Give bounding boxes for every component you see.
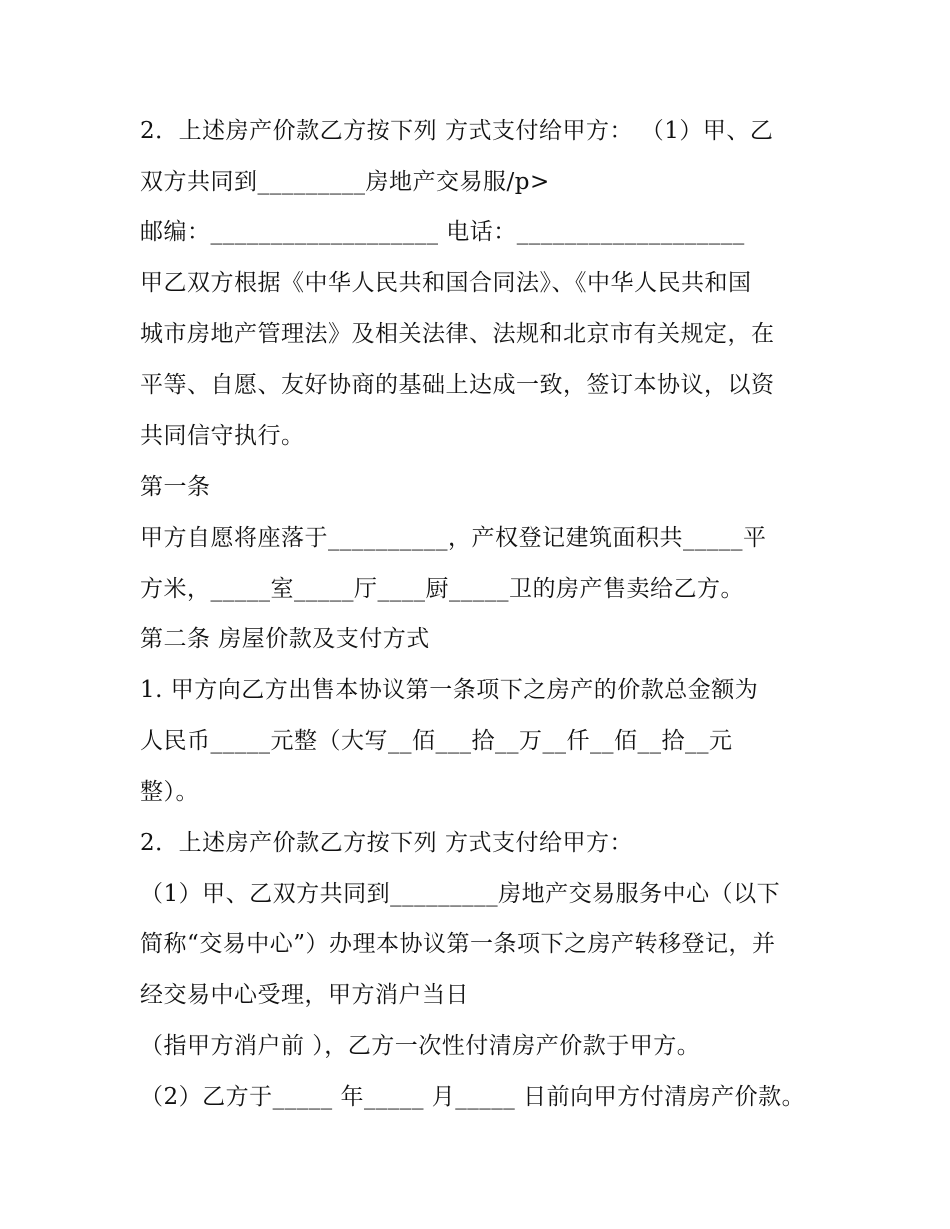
text-line: （2）乙方于_____ 年_____ 月_____ 日前向甲方付清房产价款。	[140, 1084, 806, 1110]
text-line: 方米，_____室_____厅____厨_____卫的房产售卖给乙方。	[140, 576, 744, 602]
text-line: 整）。	[140, 779, 199, 805]
text-line: 人民币_____元整（大写__佰___拾__万__仟__佰__拾__元	[140, 728, 733, 754]
text-line: 共同信守执行。	[140, 423, 305, 449]
text-line: 平等、自愿、友好协商的基础上达成一致，签订本协议，以资	[140, 372, 775, 398]
text-line: 2．上述房产价款乙方按下列 方式支付给甲方：	[140, 830, 633, 856]
text-line: 2．上述房产价款乙方按下列 方式支付给甲方： （1）甲、乙	[140, 118, 774, 144]
text-line: 1. 甲方向乙方出售本协议第一条项下之房产的价款总金额为	[140, 677, 759, 703]
text-line: 简称“交易中心”）办理本协议第一条项下之房产转移登记，并	[140, 931, 776, 957]
contact-line: 邮编：___________________ 电话：___________________	[140, 219, 745, 245]
text-line: （指甲方消户前 ），乙方一次性付清房产价款于甲方。	[140, 1033, 701, 1059]
text-line: （1）甲、乙双方共同到_________房地产交易服务中心（以下	[140, 881, 781, 907]
section-heading: 第二条 房屋价款及支付方式	[140, 626, 430, 652]
text-line: 城市房地产管理法》及相关法律、法规和北京市有关规定，在	[140, 321, 775, 347]
section-heading: 第一条	[140, 474, 211, 500]
text-line: 经交易中心受理，甲方消户当日	[140, 982, 469, 1008]
text-line: 甲乙双方根据《中华人民共和国合同法》、《中华人民共和国	[140, 270, 752, 296]
text-line: 双方共同到_________房地产交易服/p>	[140, 169, 550, 195]
text-line: 甲方自愿将座落于__________，产权登记建筑面积共_____平	[140, 525, 767, 551]
